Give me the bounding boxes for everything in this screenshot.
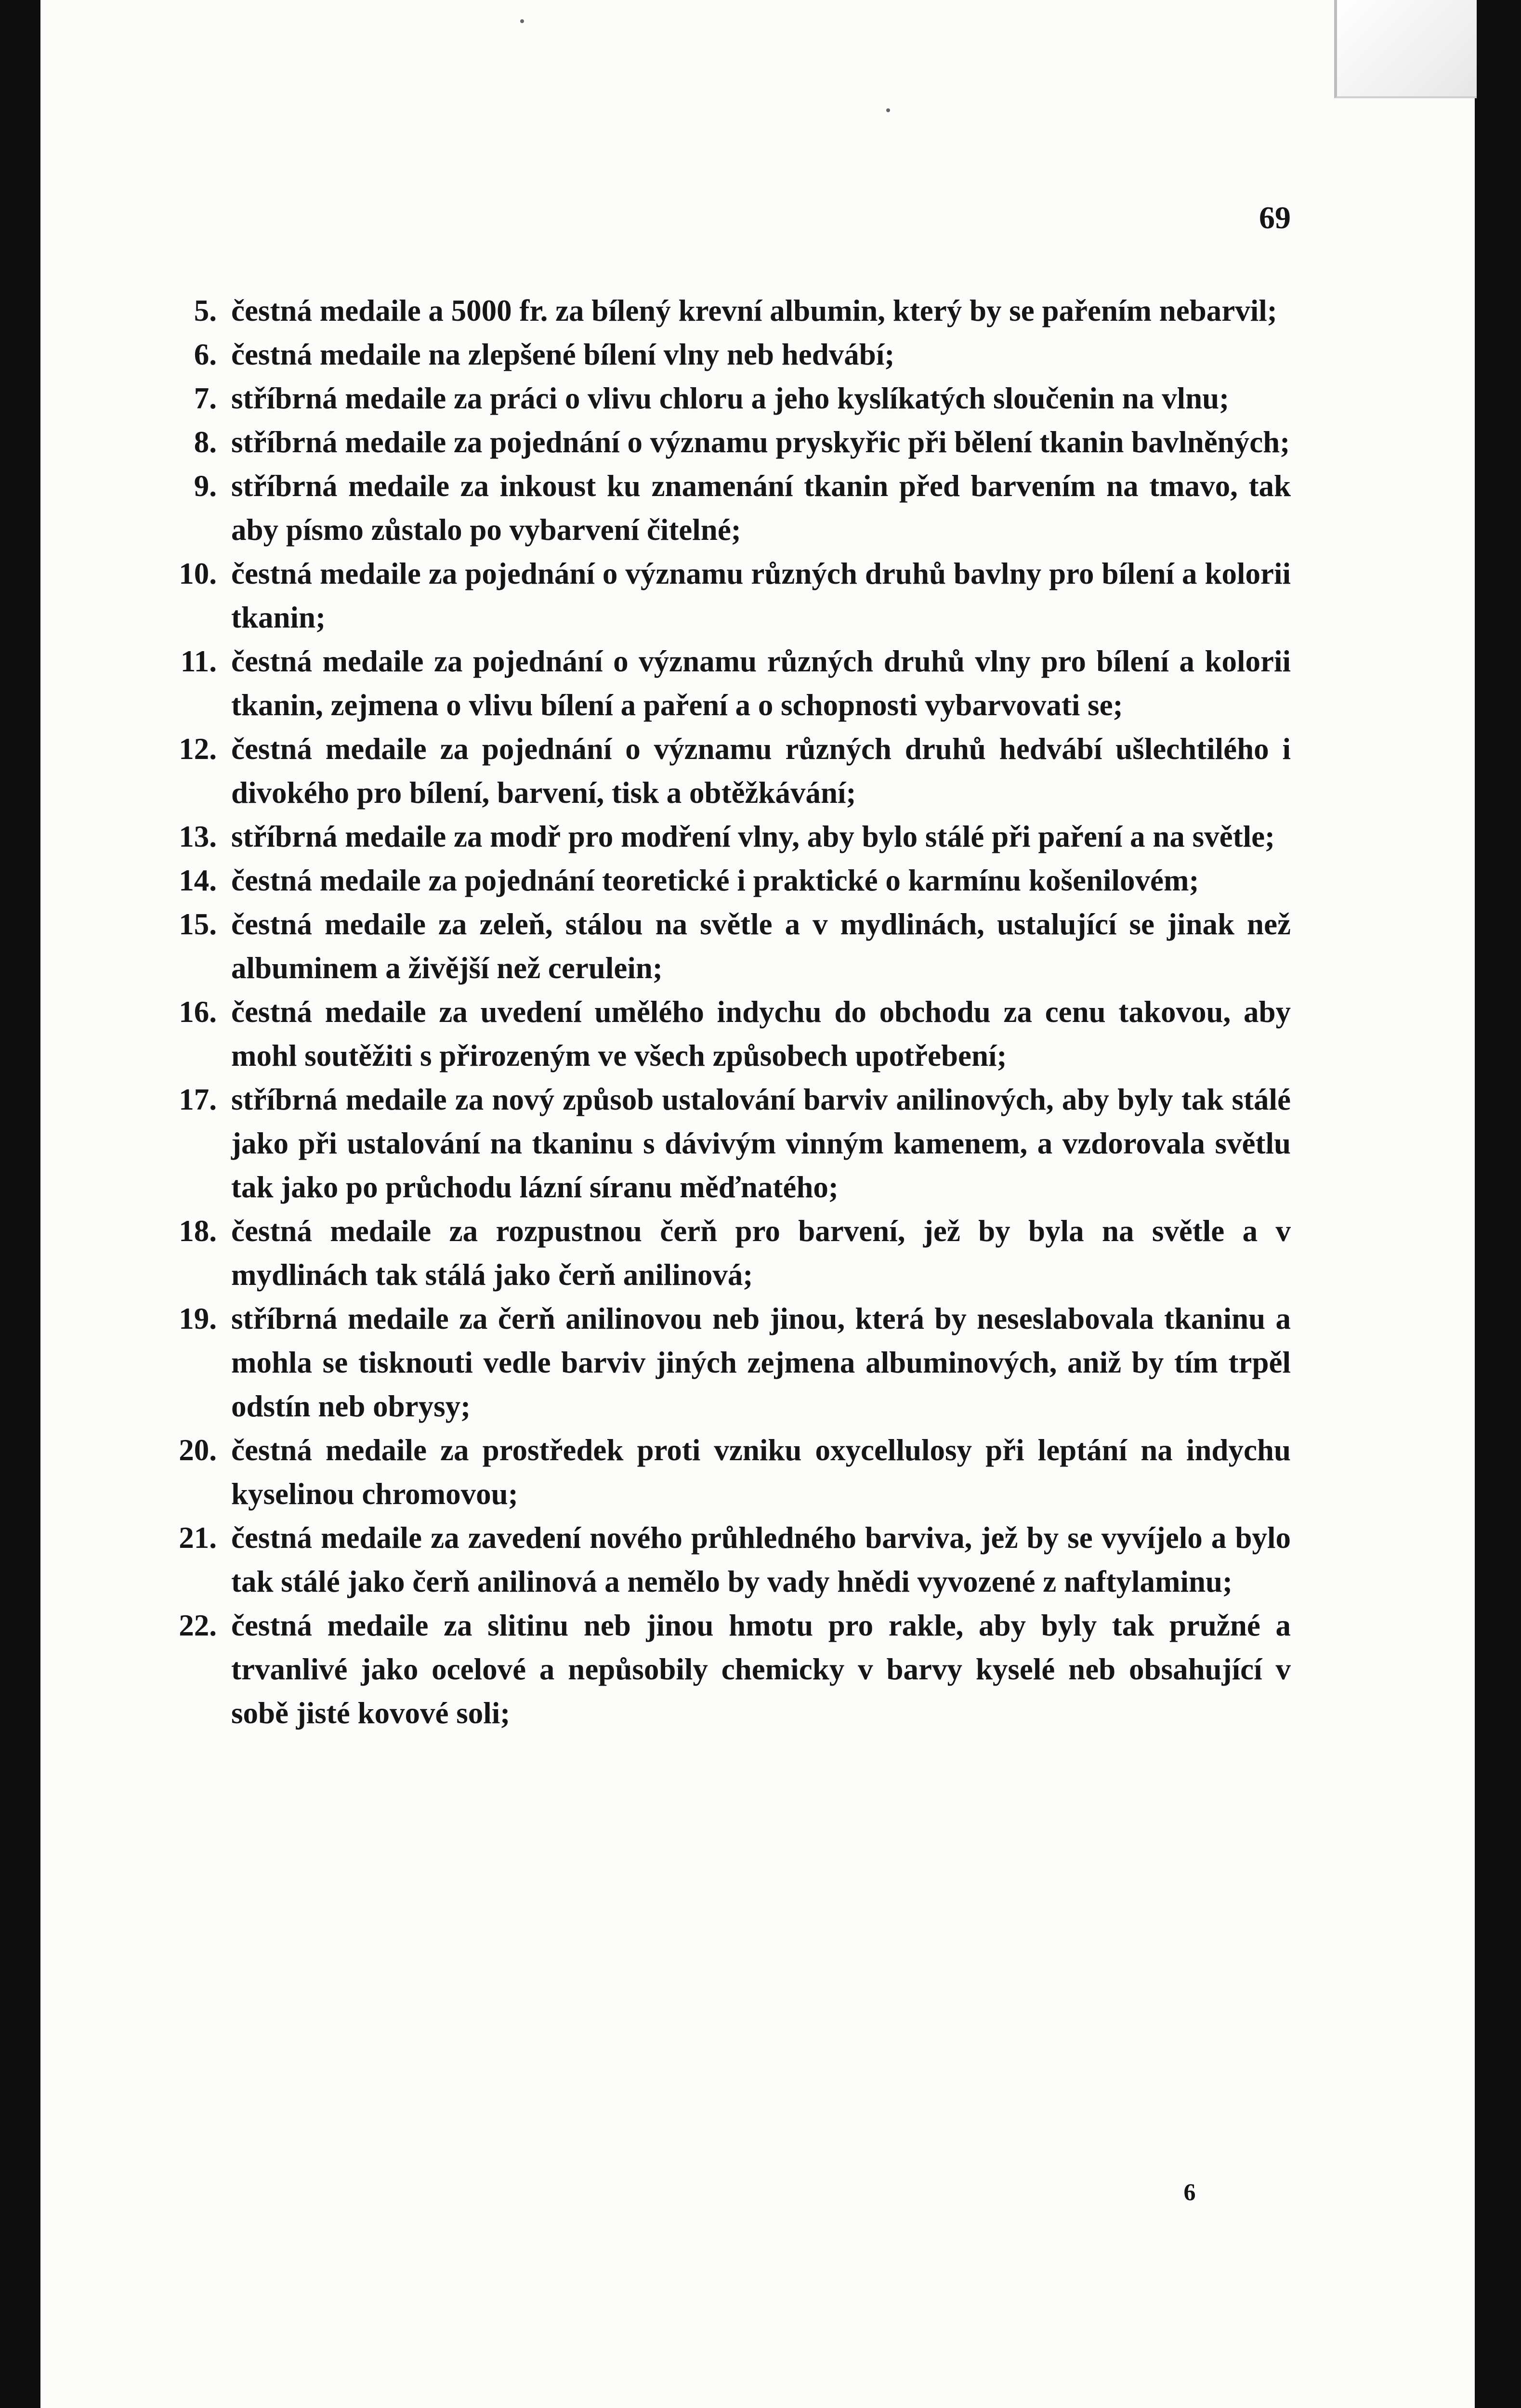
scan-border-left	[0, 0, 40, 2408]
signature-mark: 6	[1183, 2178, 1196, 2205]
list-item-number: 20.	[179, 1433, 217, 1467]
list-item	[159, 859, 1291, 903]
list-item	[159, 640, 1291, 727]
list-item	[159, 464, 1291, 552]
list-item-text: čestná medaile na zlepšené bílení vlny neb hedvábí;	[231, 338, 895, 371]
list-item	[159, 377, 1291, 420]
list-item	[159, 420, 1291, 464]
list-item-text: čestná medaile za pojednání o významu různých druhů vlny pro bílení a kolorii tkanin, zejmena o vlivu bílení a paření a o schopnosti vybarvovati se;	[231, 644, 1291, 722]
prize-list	[159, 289, 1291, 1735]
list-item-number: 8.	[194, 425, 217, 459]
list-item-number: 6.	[194, 338, 217, 371]
list-item	[159, 333, 1291, 377]
page-number: 69	[1259, 200, 1291, 236]
list-item-number: 10.	[179, 557, 217, 590]
list-item-text: čestná medaile za slitinu neb jinou hmotu pro rakle, aby byly tak pružné a trvanlivé jako ocelové a nepůsobily chemicky v barvy kyselé neb obsahující v sobě jisté kovové soli;	[231, 1609, 1291, 1730]
list-item-text: čestná medaile za uvedení umělého indychu do obchodu za cenu takovou, aby mohl soutěžiti s přirozeným ve všech způsobech upotřebení;	[231, 995, 1291, 1073]
scan-border-right	[1475, 0, 1521, 2408]
list-item-text: stříbrná medaile za pojednání o významu pryskyřic při bělení tkanin bavlněných;	[231, 425, 1290, 459]
list-item-number: 17.	[179, 1083, 217, 1116]
list-item-text: čestná medaile za pojednání o významu různých druhů bavlny pro bílení a kolorii tkanin;	[231, 557, 1291, 634]
list-item-number: 11.	[180, 644, 217, 678]
list-item-number: 19.	[179, 1302, 217, 1335]
list-item-number: 9.	[194, 469, 217, 503]
list-item	[159, 1516, 1291, 1604]
list-item-text: čestná medaile za zavedení nového průhledného barviva, jež by se vyvíjelo a bylo tak stálé jako čerň anilinová a nemělo by vady hnědi vyvozené z naftylaminu;	[231, 1521, 1291, 1598]
list-item-number: 14.	[179, 864, 217, 897]
list-item-text: čestná medaile za pojednání o významu různých druhů hedvábí ušlechtilého i divokého pro bílení, barvení, tisk a obtěžkávání;	[231, 732, 1291, 810]
list-item	[159, 1078, 1291, 1209]
ink-speck	[886, 108, 890, 112]
list-item-text: čestná medaile za rozpustnou čerň pro barvení, jež by byla na světle a v mydlinách tak stálá jako čerň anilinová;	[231, 1214, 1291, 1292]
list-item	[159, 990, 1291, 1078]
list-item	[159, 552, 1291, 640]
list-item	[159, 1428, 1291, 1516]
list-item-text: čestná medaile za zeleň, stálou na světle a v mydlinách, ustalující se jinak než albuminem a živější než cerulein;	[231, 907, 1291, 985]
list-item-number: 13.	[179, 820, 217, 853]
list-item-text: čestná medaile a 5000 fr. za bílený krevní albumin, který by se pařením nebarvil;	[231, 294, 1277, 327]
list-item-text: stříbrná medaile za čerň anilinovou neb jinou, která by neseslabovala tkaninu a mohla se tisknouti vedle barviv jiných zejmena albuminových, aniž by tím trpěl odstín neb obrysy;	[231, 1302, 1291, 1423]
list-item	[159, 727, 1291, 815]
list-item-text: stříbrná medaile za práci o vlivu chloru a jeho kyslíkatých sloučenin na vlnu;	[231, 381, 1230, 415]
list-item-number: 18.	[179, 1214, 217, 1248]
list-item	[159, 1297, 1291, 1428]
list-item	[159, 1604, 1291, 1735]
list-item-number: 16.	[179, 995, 217, 1029]
list-item-number: 12.	[179, 732, 217, 766]
ink-speck	[520, 19, 524, 23]
list-item	[159, 289, 1291, 333]
list-item-number: 22.	[179, 1609, 217, 1642]
list-item-text: čestná medaile za prostředek proti vzniku oxycellulosy při leptání na indychu kyselinou chromovou;	[231, 1433, 1291, 1511]
list-item-text: stříbrná medaile za inkoust ku znamenání tkanin před barvením na tmavo, tak aby písmo zůstalo po vybarvení čitelné;	[231, 469, 1291, 547]
list-item	[159, 903, 1291, 990]
list-item	[159, 815, 1291, 859]
list-item-text: čestná medaile za pojednání teoretické i praktické o karmínu košenilovém;	[231, 864, 1199, 897]
list-item-text: stříbrná medaile za modř pro modření vlny, aby bylo stálé při paření a na světle;	[231, 820, 1275, 853]
page-corner-tear	[1334, 0, 1477, 98]
list-item-number: 7.	[194, 381, 217, 415]
list-item-number: 21.	[179, 1521, 217, 1555]
list-item-text: stříbrná medaile za nový způsob ustalování barviv anilinových, aby byly tak stálé jako při ustalování na tkaninu s dávivým vinným kamenem, a vzdorovala světlu tak jako po průchodu lázní síranu měďnatého;	[231, 1083, 1291, 1204]
list-item-number: 5.	[194, 294, 217, 327]
list-item-number: 15.	[179, 907, 217, 941]
list-item	[159, 1209, 1291, 1297]
